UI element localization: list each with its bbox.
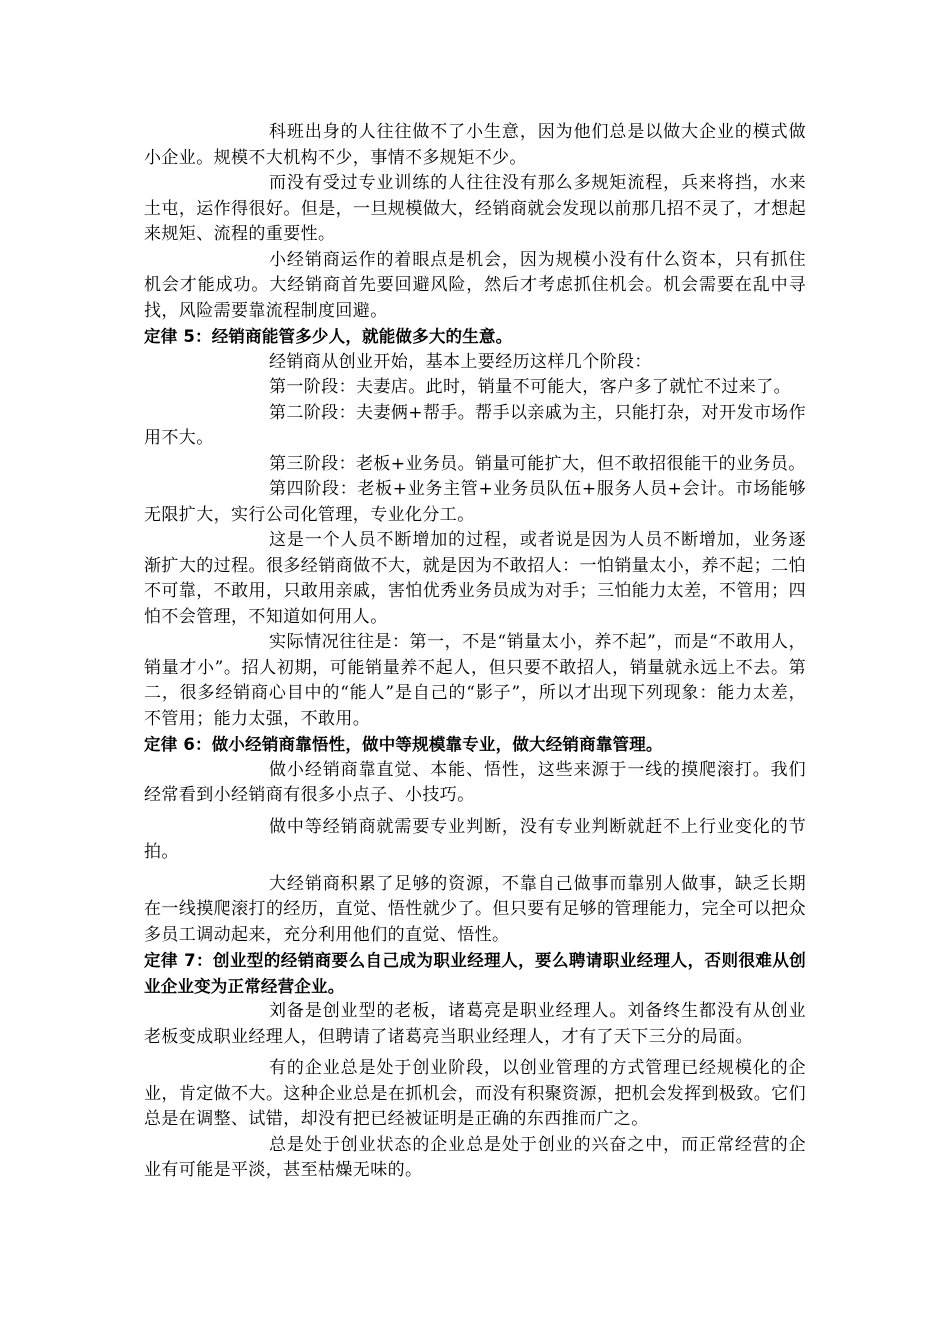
body-paragraph: 第四阶段：老板+业务主管+业务员队伍+服务人员+会计。市场能够无限扩大，实行公司化管理，专业化分工。 xyxy=(144,479,806,525)
body-paragraph: 这是一个人员不断增加的过程，或者说是因为人员不断增加，业务逐渐扩大的过程。很多经销商做不大，就是因为不敢招人：一怕销量太小，养不起；二怕不可靠，不敢用，只敢用亲戚，害怕优秀业务员成为对手；三怕能力太差，不管用；四怕不会管理，不知道如何用人。 xyxy=(144,530,806,627)
body-paragraph: 第三阶段：老板+业务员。销量可能扩大，但不敢招很能干的业务员。 xyxy=(269,453,806,474)
body-paragraph: 做中等经销商就需要专业判断，没有专业判断就赶不上行业变化的节拍。 xyxy=(144,816,806,862)
body-paragraph: 第一阶段：夫妻店。此时，销量不可能大，客户多了就忙不过来了。 xyxy=(269,377,791,397)
document-body xyxy=(144,120,806,1184)
body-paragraph: 大经销商积累了足够的资源，不靠自己做事而靠别人做事，缺乏长期在一线摸爬滚打的经历，直觉、悟性就少了。但只要有足够的管理能力，完全可以把众多员工调动起来，充分利用他们的直觉、悟性。 xyxy=(144,873,806,945)
section-heading: 定律 5：经销商能管多少人，就能做多大的生意。 xyxy=(144,327,513,346)
body-paragraph: 实际情况往往是：第一，不是“销量太小，养不起”，而是“不敢用人，销量才小”。招人初期，可能销量养不起人，但只要不敢招人，销量就永远上不去。第二，很多经销商心目中的“能人”是自己的“影子”，所以才出现下列现象：能力太差，不管用；能力太强，不敢用。 xyxy=(144,632,806,729)
section-heading: 定律 6：做小经销商靠悟性，做中等规模靠专业，做大经销商靠管理。 xyxy=(144,735,663,754)
body-paragraph: 总是处于创业状态的企业总是处于创业的兴奋之中，而正常经营的企业有可能是平淡，甚至枯燥无味的。 xyxy=(144,1134,806,1180)
body-paragraph: 有的企业总是处于创业阶段，以创业管理的方式管理已经规模化的企业，肯定做不大。这种企业总是在抓机会，而没有积聚资源，把机会发挥到极致。它们总是在调整、试错，却没有把已经被证明是正确的东西推而广之。 xyxy=(144,1058,806,1129)
body-paragraph: 科班出身的人往往做不了小生意，因为他们总是以做大企业的模式做小企业。规模不大机构不少，事情不多规矩不少。 xyxy=(144,122,806,168)
section-heading: 定律 7：创业型的经销商要么自己成为职业经理人，要么聘请职业经理人，否则很难从创业企业变为正常经营企业。 xyxy=(144,951,806,996)
body-paragraph: 第二阶段：夫妻俩+帮手。帮手以亲戚为主，只能打杂，对开发市场作用不大。 xyxy=(144,402,806,448)
body-paragraph: 而没有受过专业训练的人往往没有那么多规矩流程，兵来将挡，水来土屯，运作得很好。但是，一旦规模做大，经销商就会发现以前那几招不灵了，才想起来规矩、流程的重要性。 xyxy=(144,173,806,244)
body-paragraph: 刘备是创业型的老板，诸葛亮是职业经理人。刘备终生都没有从创业老板变成职业经理人，但聘请了诸葛亮当职业经理人，才有了天下三分的局面。 xyxy=(144,1001,806,1047)
body-paragraph: 做小经销商靠直觉、本能、悟性，这些来源于一线的摸爬滚打。我们经常看到小经销商有很多小点子、小技巧。 xyxy=(144,759,806,805)
body-paragraph: 经销商从创业开始，基本上要经历这样几个阶段： xyxy=(269,351,652,372)
body-paragraph: 小经销商运作的着眼点是机会，因为规模小没有什么资本，只有抓住机会才能成功。大经销商首先要回避风险，然后才考虑抓住机会。机会需要在乱中寻找，风险需要靠流程制度回避。 xyxy=(144,249,806,321)
